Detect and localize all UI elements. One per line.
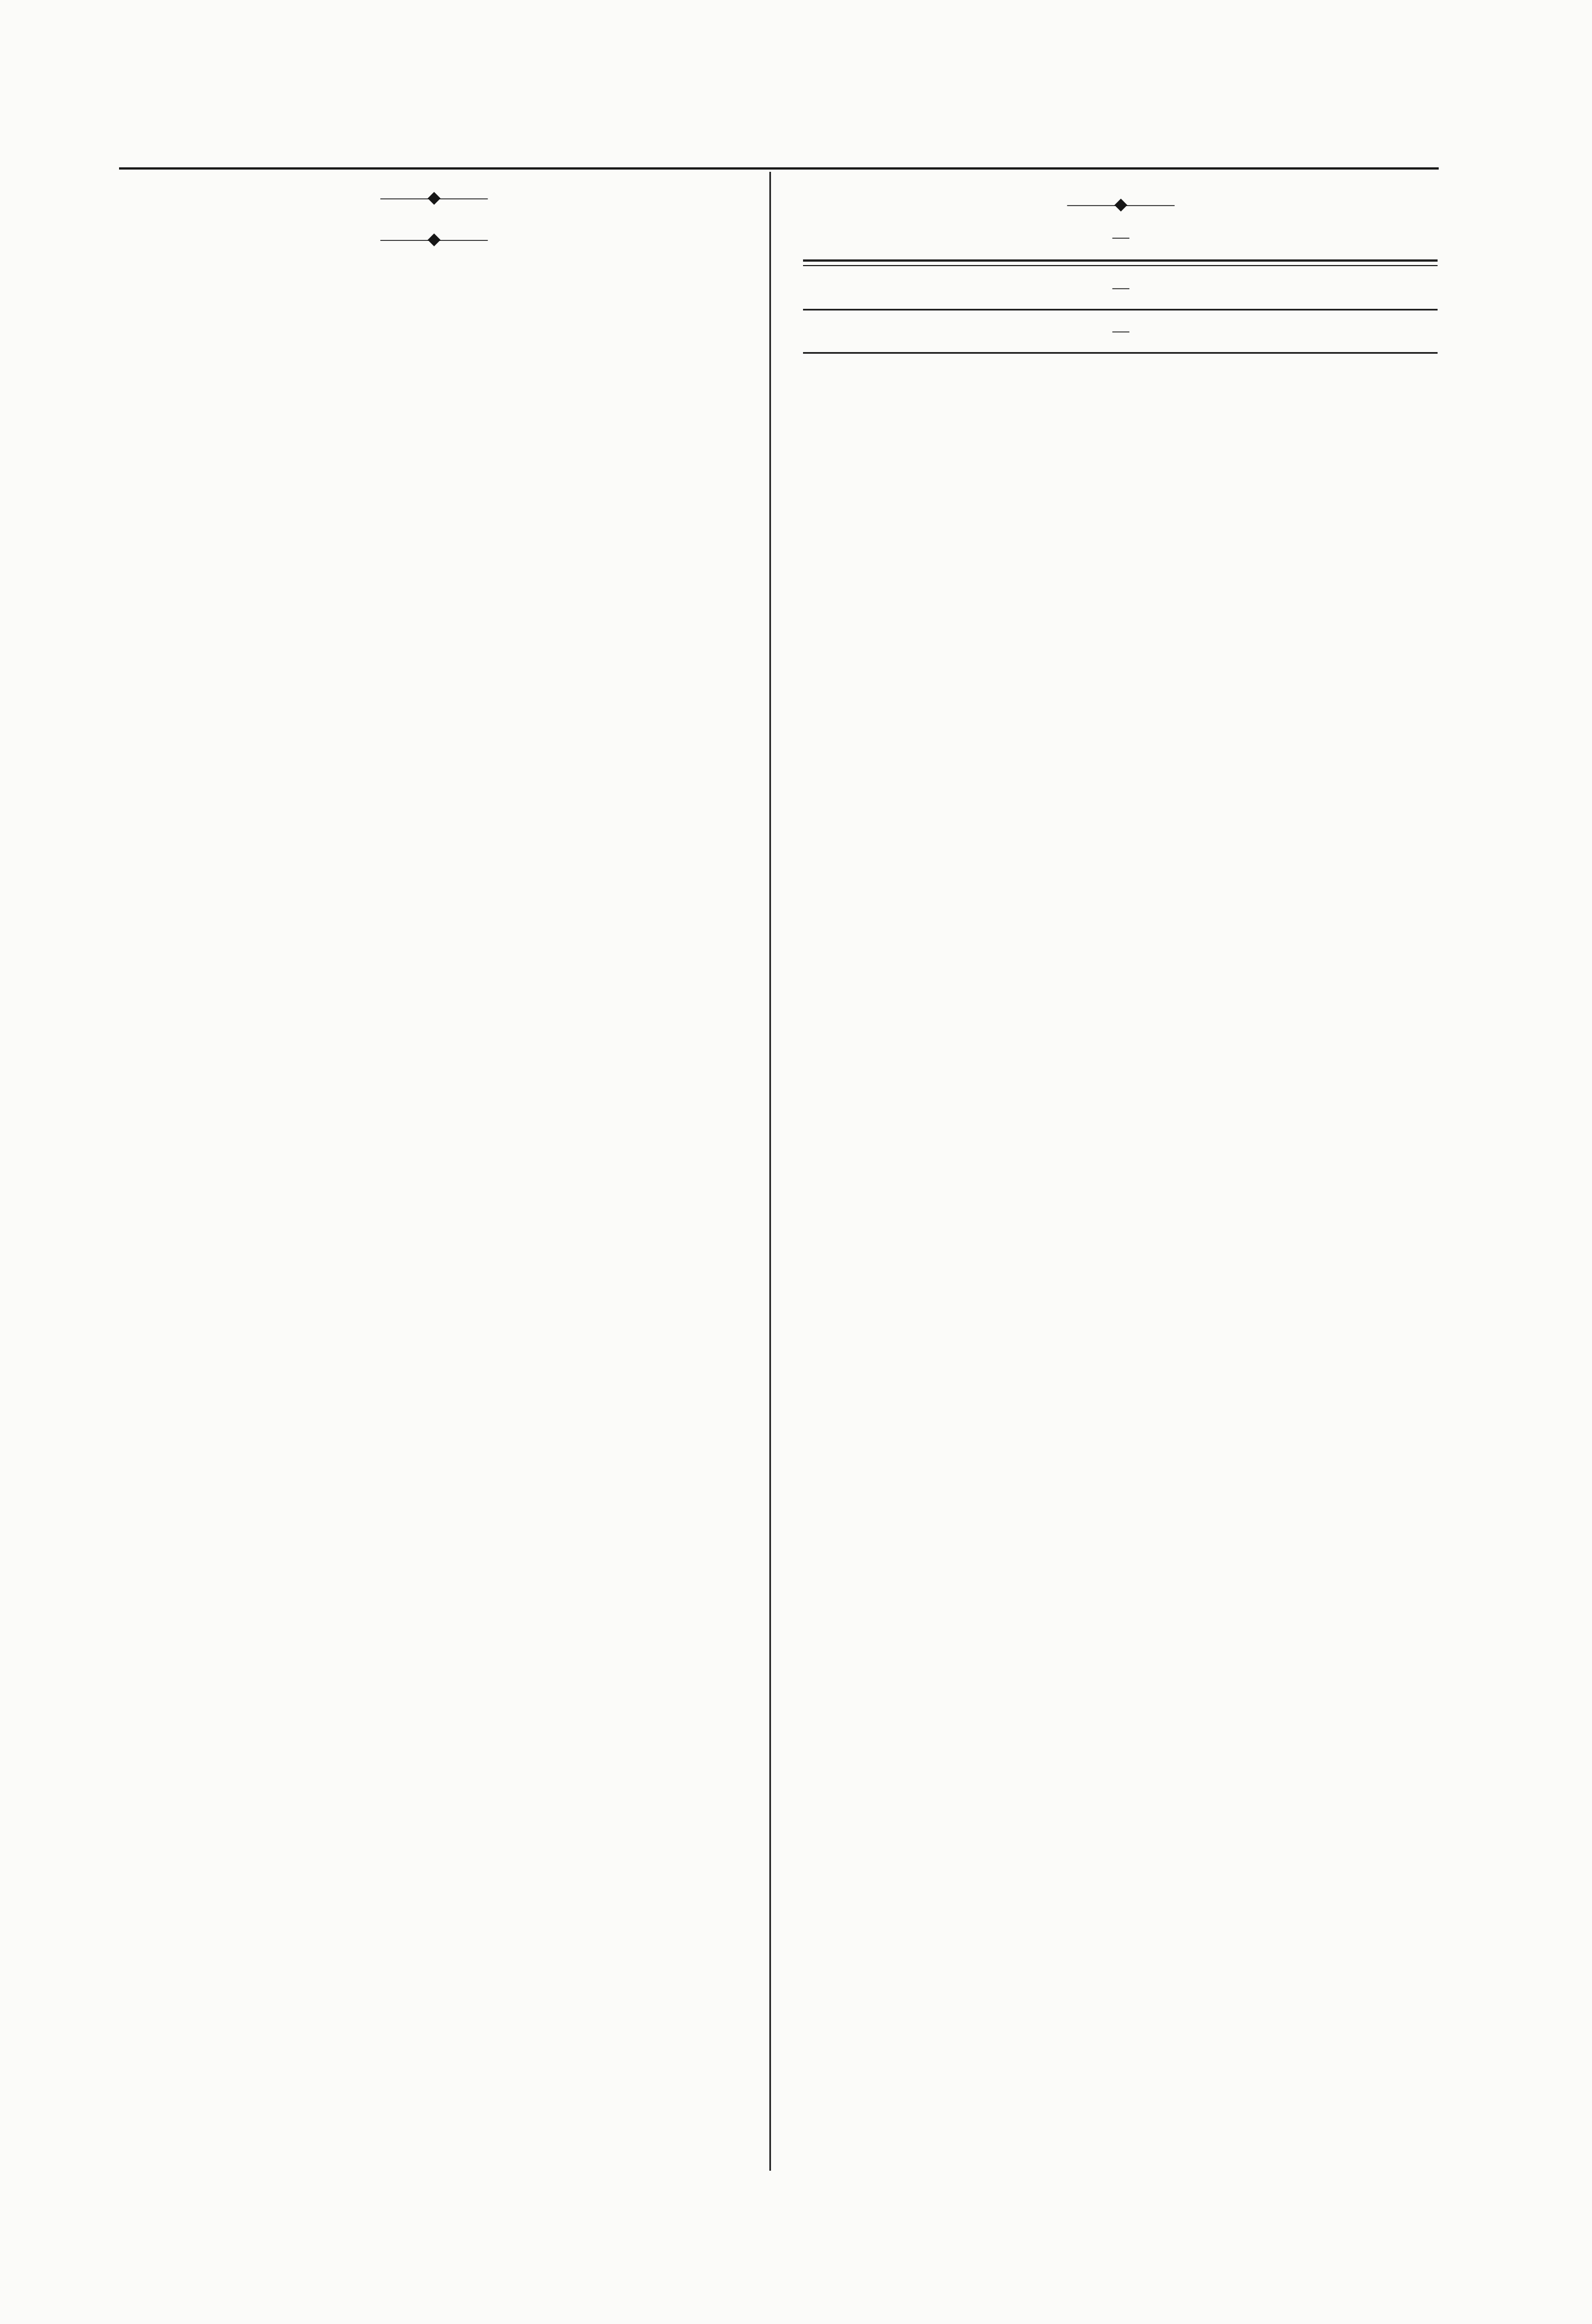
ornament-divider: ———◆———: [380, 188, 487, 207]
left-column: [119, 179, 748, 262]
double-rule: [803, 259, 1438, 266]
right-column: [803, 179, 1438, 360]
short-dash: —: [1112, 278, 1128, 296]
rule: [803, 309, 1438, 311]
ornament-divider: ———◆———: [380, 230, 487, 248]
rule: [803, 352, 1438, 354]
short-dash: —: [1112, 321, 1128, 340]
column-divider: [769, 172, 771, 2171]
short-dash: —: [1112, 227, 1128, 246]
header-rule: [119, 167, 1439, 170]
ornament-divider: ———◆———: [1067, 195, 1174, 213]
